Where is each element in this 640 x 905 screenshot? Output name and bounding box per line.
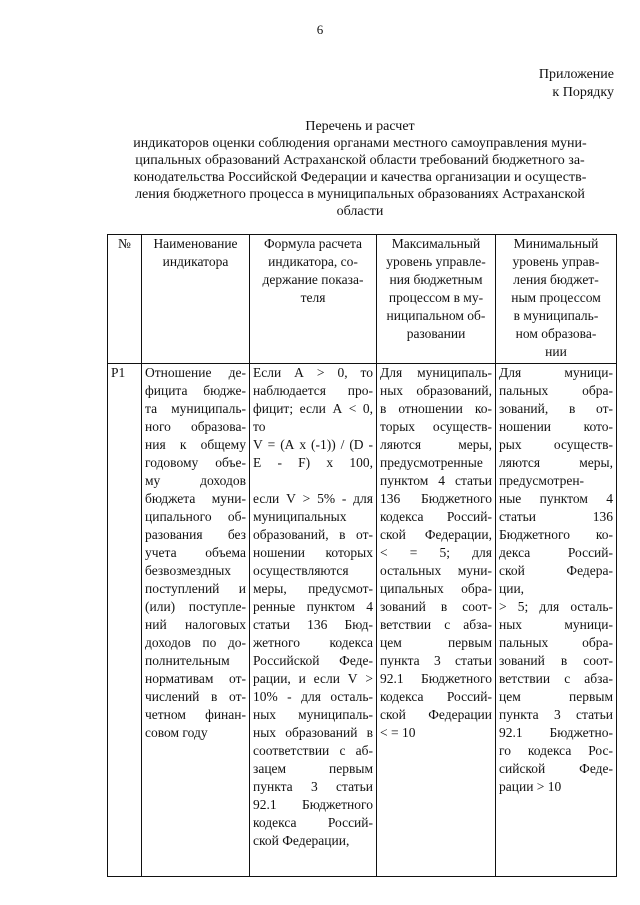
table-row <box>108 364 617 877</box>
cell-line: ской Федерации, <box>253 833 350 848</box>
title-line: области <box>336 204 384 219</box>
cell-line: пункта 3 статьи <box>380 653 492 668</box>
cell-line: нормативам от- <box>145 671 246 686</box>
cell-line: остальных муни- <box>380 563 492 578</box>
cell-line: та муниципаль- <box>145 401 246 416</box>
cell-line: пункта 3 статьи <box>499 707 613 722</box>
cell-line: ные пунктом 4 <box>499 491 613 506</box>
cell-line: рых осуществ- <box>499 437 613 452</box>
cell-line: рации, и если V > <box>253 671 373 686</box>
indicator-name <box>142 364 250 877</box>
cell-line: меры, предусмот- <box>253 581 373 596</box>
cell-line: наблюдается про- <box>253 383 373 398</box>
cell-line: ской Федерации, <box>380 527 492 542</box>
cell-line: то <box>253 419 266 434</box>
cell-line: кодекса Россий- <box>253 815 373 830</box>
cell-line: безвозмездных <box>145 563 232 578</box>
cell-line: ных муници- <box>499 617 613 632</box>
header-line: № <box>118 236 131 251</box>
document-title <box>105 118 615 220</box>
header-num <box>108 235 142 364</box>
cell-line: ципального об- <box>145 509 246 524</box>
cell-line: ного образова- <box>145 419 246 434</box>
header-line: Минимальный <box>513 236 599 251</box>
cell-line: статьи 136 <box>499 509 613 524</box>
header-line: ниципальном об- <box>386 308 486 323</box>
title-line: индикаторов оценки соблюдения органами местного самоуправления муни- <box>133 136 587 151</box>
cell-line: ской Федерации <box>380 707 492 722</box>
appendix-note <box>539 66 614 102</box>
cell-line: пальных обра- <box>499 383 613 398</box>
cell-line: поступлений и <box>145 581 246 596</box>
cell-line: ношении кото- <box>499 419 613 434</box>
cell-line: ных образований, <box>380 383 492 398</box>
cell-line: зацем первым <box>253 761 373 776</box>
cell-line: зований в соот- <box>380 599 492 614</box>
cell-line: фицита бюдже- <box>145 383 246 398</box>
cell-line: предусмотренные <box>380 455 483 470</box>
cell-line: кодекса Россий- <box>380 509 492 524</box>
cell-line: зований в соот- <box>499 653 613 668</box>
cell-line: пунктом 4 статьи <box>380 473 492 488</box>
cell-line: > 5; для осталь- <box>499 599 613 614</box>
header-line: ном образова- <box>515 326 597 341</box>
cell-line: зований, в от- <box>499 401 613 416</box>
cell-line: соответствии с аб- <box>253 743 373 758</box>
cell-line: Для муници- <box>499 365 613 380</box>
cell-line: Российской Феде- <box>253 653 373 668</box>
cell-line: в отношении ко- <box>380 401 492 416</box>
header-formula <box>250 235 377 364</box>
cell-line: (или) поступле- <box>145 599 246 614</box>
cell-line: E - F) x 100, <box>253 455 373 470</box>
cell-line: 92.1 Бюджетно- <box>499 725 613 740</box>
cell-line: ношении которых <box>253 545 373 560</box>
cell-line: 136 Бюджетного <box>380 491 492 506</box>
cell-line: ветствии с абза- <box>499 671 613 686</box>
header-line: ным процессом <box>511 290 601 305</box>
cell-line: кодекса Россий- <box>380 689 492 704</box>
header-line: индикатора <box>162 254 229 269</box>
cell-line: цем первым <box>380 635 492 650</box>
header-max-level <box>377 235 496 364</box>
header-line: теля <box>300 290 326 305</box>
header-name <box>142 235 250 364</box>
header-line: процессом в му- <box>388 290 484 305</box>
header-line: держание показа- <box>262 272 364 287</box>
header-line: Формула расчета <box>263 236 363 251</box>
cell-line: декса Россий- <box>499 545 613 560</box>
cell-line: ципальных обра- <box>380 581 492 596</box>
appendix-line: к Порядку <box>552 85 614 100</box>
indicators-table <box>107 234 617 877</box>
header-line: уровень управ- <box>512 254 600 269</box>
cell-line: V = (A x (-1)) / (D - <box>253 437 373 452</box>
title-heading: Перечень и расчет <box>305 119 415 134</box>
cell-line: если V > 5% - для <box>253 491 373 506</box>
header-line: Максимальный <box>391 236 481 251</box>
cell-line: четном финан- <box>145 707 246 722</box>
header-line: ния бюджетным <box>389 272 483 287</box>
title-line: конодательства Российской Федерации и качества организации и осуществ- <box>133 170 587 185</box>
cell-line: фицит; если А < 0, <box>253 401 373 416</box>
cell-line: совом году <box>145 725 208 740</box>
header-line: индикатора, со- <box>268 254 358 269</box>
cell-line: сийской Феде- <box>499 761 613 776</box>
cell-line: годовому объе- <box>145 455 246 470</box>
cell-line: ний налоговых <box>145 617 246 632</box>
header-line: нии <box>545 344 567 359</box>
cell-line: ветствии с абза- <box>380 617 492 632</box>
row-number: Р1 <box>108 364 142 877</box>
cell-line: го кодекса Рос- <box>499 743 613 758</box>
cell-line: рации > 10 <box>499 779 562 794</box>
cell-line: пальных обра- <box>499 635 613 650</box>
cell-line: предусмотрен- <box>499 473 585 488</box>
header-line: ления бюджет- <box>513 272 599 287</box>
cell-line: ния к общему <box>145 437 246 452</box>
cell-line: < = 5; для <box>380 545 492 560</box>
cell-line: ции, <box>499 581 525 596</box>
header-line: уровень управле- <box>386 254 486 269</box>
cell-line: жетного кодекса <box>253 635 373 650</box>
cell-line: Для муниципаль- <box>380 365 492 380</box>
header-line: Наименование <box>153 236 238 251</box>
cell-line: разования без <box>145 527 246 542</box>
cell-line: 92.1 Бюджетного <box>253 797 373 812</box>
cell-line: ренные пунктом 4 <box>253 599 373 614</box>
table-header-row <box>108 235 617 364</box>
cell-line: му доходов <box>145 473 246 488</box>
title-line: ления бюджетного процесса в муниципальных образованиях Астраханской <box>135 187 585 202</box>
cell-line: Отношение де- <box>145 365 246 380</box>
cell-line: полнительным <box>145 653 230 668</box>
max-level-condition <box>377 364 496 877</box>
cell-line: ных образований в <box>253 725 373 740</box>
title-line: ципальных образований Астраханской области требований бюджетного за- <box>135 153 585 168</box>
cell-line: Если А > 0, то <box>253 365 373 380</box>
cell-line: торых осуществ- <box>380 419 492 434</box>
cell-line: учета объема <box>145 545 246 560</box>
cell-line: пункта 3 статьи <box>253 779 373 794</box>
cell-line <box>253 472 373 490</box>
cell-line: бюджета муни- <box>145 491 246 506</box>
min-level-condition <box>496 364 617 877</box>
header-min-level <box>496 235 617 364</box>
cell-line: < = 10 <box>380 725 416 740</box>
cell-line: Бюджетного ко- <box>499 527 613 542</box>
cell-line: статьи 136 Бюд- <box>253 617 373 632</box>
cell-line: цем первым <box>499 689 613 704</box>
indicator-formula <box>250 364 377 877</box>
header-line: в муниципаль- <box>513 308 599 323</box>
cell-line: числений в от- <box>145 689 246 704</box>
cell-line: ляются меры, <box>380 437 492 452</box>
cell-line: муниципальных <box>253 509 347 524</box>
cell-line: образований, в от- <box>253 527 373 542</box>
cell-line: осуществляются <box>253 563 349 578</box>
appendix-line: Приложение <box>538 67 614 82</box>
cell-line: ных муниципаль- <box>253 707 373 722</box>
cell-line: 92.1 Бюджетного <box>380 671 492 686</box>
cell-line: ляются меры, <box>499 455 613 470</box>
cell-line: ской Федера- <box>499 563 613 578</box>
cell-line: 10% - для осталь- <box>253 689 373 704</box>
cell-line: доходов по до- <box>145 635 246 650</box>
header-line: разовании <box>406 326 466 341</box>
page-number: 6 <box>316 22 324 37</box>
